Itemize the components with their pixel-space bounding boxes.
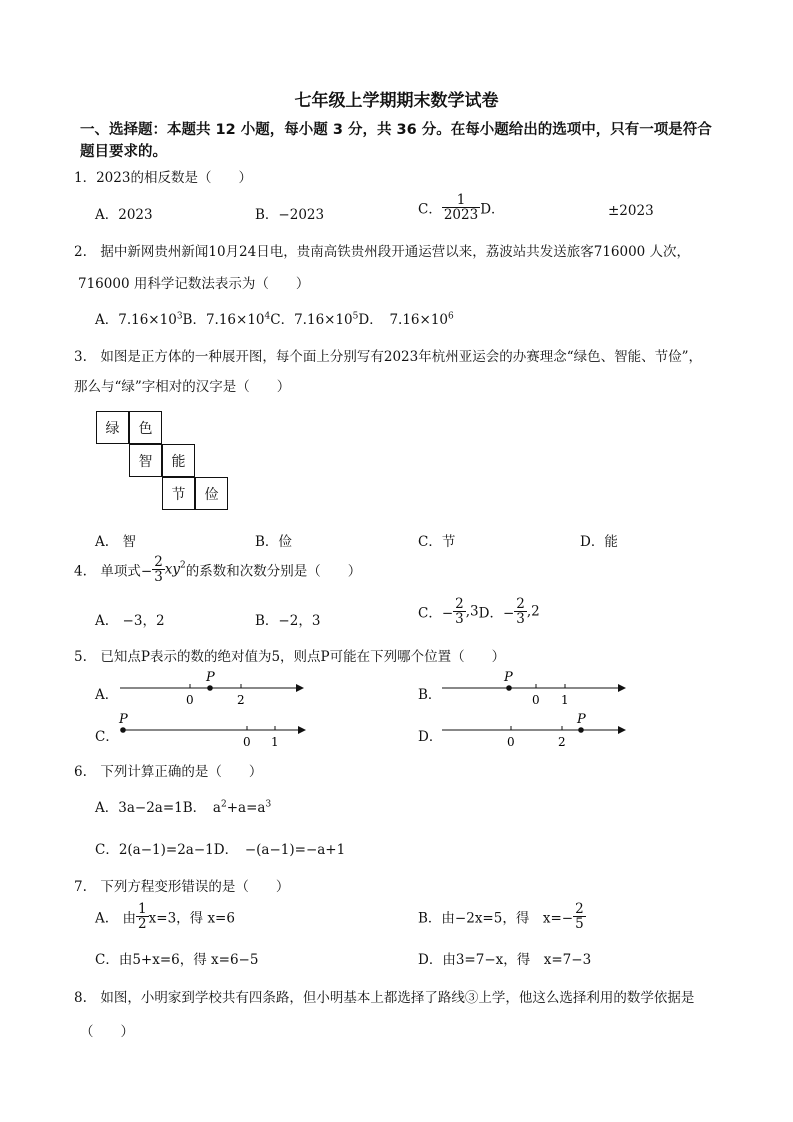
- q1-option-b: B．−2023: [255, 207, 325, 223]
- cube-cell-jie: 节: [162, 477, 195, 510]
- q5-label-c: C．: [95, 729, 119, 745]
- q1-option-d-value: ±2023: [608, 203, 654, 219]
- q2-line2: 716000 用科学记数法表示为（ ）: [78, 276, 310, 292]
- q3-option-a: A. 智: [95, 534, 137, 550]
- q5-label-a: A．: [95, 687, 119, 703]
- cube-cell-se: 色: [129, 411, 162, 444]
- q7-option-d: D．由3=7−x，得 x=7−3: [418, 952, 592, 968]
- q6-option-a-b: A．3a−2a=1B． $a^2+a=a^3$: [95, 799, 272, 816]
- tick-label: 1: [271, 735, 279, 749]
- q1-option-c: C． $\frac{1}{2023}$ D．: [418, 192, 505, 224]
- q4-text: 4. 单项式− $\frac{2}{3}$ $xy^2$的系数和次数分别是（ ）: [74, 554, 362, 586]
- q6-text: 6. 下列计算正确的是（ ）: [74, 764, 263, 780]
- q7-option-b: B．由−2x=5，得 x=− $\frac{2}{5}$: [418, 901, 584, 933]
- q4-option-c-d: C．− $\frac{2}{3}$ ,3D．− $\frac{2}{3}$ ,2: [418, 596, 540, 628]
- tick-label: 0: [186, 693, 194, 707]
- tick-label: 2: [237, 693, 245, 707]
- q7-option-c: C．由5+x=6，得 x=6−5: [95, 952, 259, 968]
- tick-label: 1: [561, 693, 569, 707]
- q8-line1: 8. 如图，小明家到学校共有四条路，但小明基本上都选择了路线③上学，他这么选择利用的数学依据是: [74, 990, 695, 1006]
- q5-label-d: D．: [418, 729, 443, 745]
- q3-option-b: B．俭: [255, 534, 292, 550]
- number-line-d: [440, 712, 630, 750]
- q7-text: 7. 下列方程变形错误的是（ ）: [74, 879, 290, 895]
- q1-c-numerator: 1: [442, 193, 480, 208]
- q1-option-a: A．2023: [95, 207, 153, 223]
- q4-option-b: B．−2，3: [255, 613, 321, 629]
- number-line-c: [116, 712, 310, 750]
- tick-label: 0: [507, 735, 515, 749]
- tick-label: 2: [558, 735, 566, 749]
- q5-text: 5. 已知点P表示的数的绝对值为5，则点P可能在下列哪个位置（ ）: [74, 649, 506, 665]
- q1-text: 1．2023的相反数是（ ）: [74, 170, 252, 186]
- number-line-a: [118, 670, 308, 708]
- q3-line1: 3. 如图是正方体的一种展开图，每个面上分别写有2023年杭州亚运会的办赛理念“绿色、智能、节俭”，: [74, 349, 703, 365]
- q1-c-denominator: 2023: [443, 207, 479, 224]
- point-p-label: P: [119, 712, 128, 727]
- q4-option-a: A. −3，2: [95, 613, 165, 629]
- point-p-label: P: [577, 712, 586, 727]
- page-title: 七年级上学期期末数学试卷: [294, 91, 499, 111]
- section-heading-line2: 题目要求的。: [80, 144, 167, 160]
- cube-cell-neng: 能: [162, 444, 195, 477]
- q2-line1: 2. 据中新网贵州新闻10月24日电，贵南高铁贵州段开通运营以来，荔波站共发送旅客716000 人次，: [74, 244, 691, 260]
- q3-line2: 那么与“绿”字相对的汉字是（ ）: [74, 379, 291, 395]
- q3-option-d: D．能: [580, 534, 618, 550]
- cube-cell-lv: 绿: [96, 411, 129, 444]
- tick-label: 0: [243, 735, 251, 749]
- q7-option-a: A. 由 $\frac{1}{2}$ x=3，得 x=6: [95, 901, 235, 933]
- q6-option-c-d: C．2(a−1)=2a−1D． −(a−1)=−a+1: [95, 842, 346, 858]
- q2-options: A．$7.16\times 10^3B$．$7.16\times 10^4C$．$7.16\times 10^5D$． $7.16\times 10^6$: [95, 311, 454, 328]
- point-p-label: P: [206, 670, 215, 685]
- q8-line2: （ ）: [80, 1024, 134, 1040]
- point-p-label: P: [504, 670, 513, 685]
- q3-option-c: C．节: [418, 534, 456, 550]
- section-heading-line1: 一、选择题：本题共 12 小题，每小题 3 分，共 36 分。在每小题给出的选项中，只有一项是符合: [80, 122, 712, 138]
- cube-cell-jian: 俭: [195, 477, 228, 510]
- cube-cell-zhi: 智: [129, 444, 162, 477]
- number-line-b: [440, 670, 630, 708]
- tick-label: 0: [532, 693, 540, 707]
- q5-label-b: B．: [418, 687, 442, 703]
